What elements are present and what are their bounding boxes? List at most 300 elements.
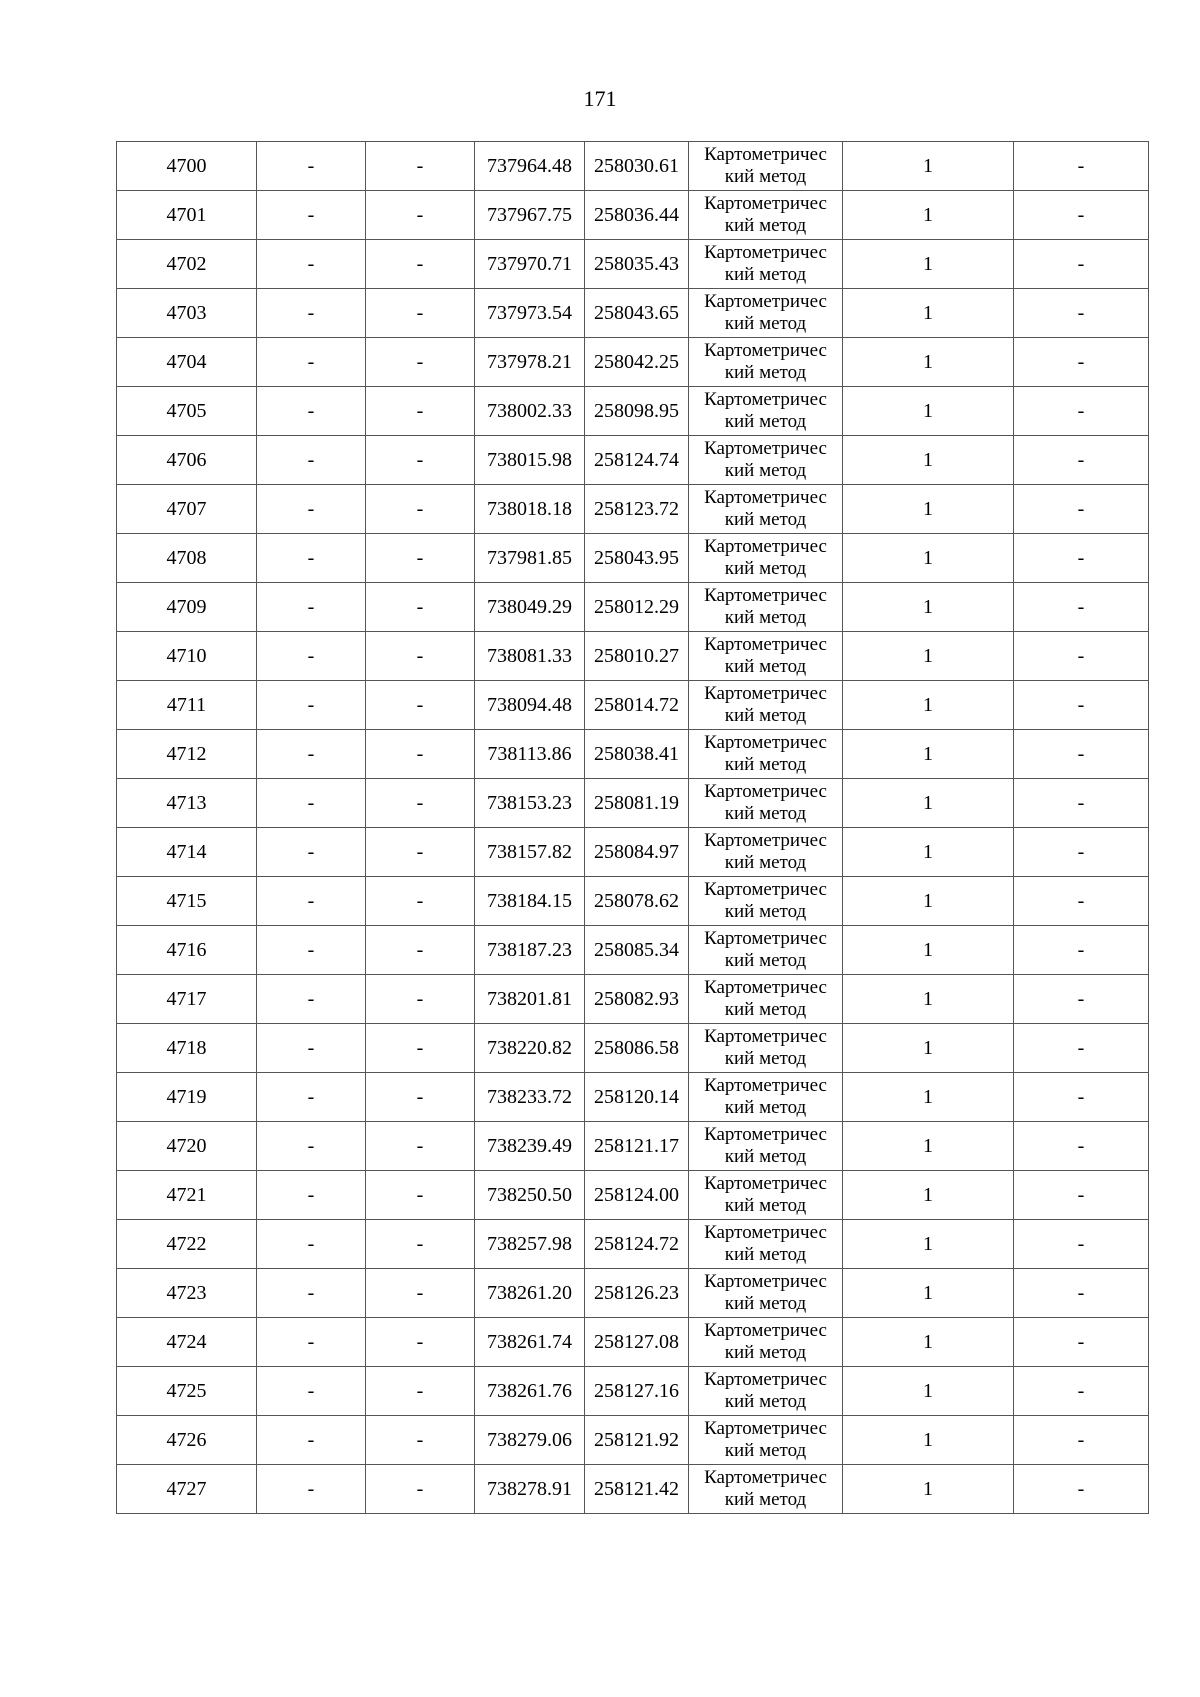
accuracy-cell: 1 — [843, 1122, 1014, 1171]
accuracy-cell: 1 — [843, 191, 1014, 240]
y-coordinate-cell: 258035.43 — [585, 240, 689, 289]
empty-dash-cell: - — [257, 828, 366, 877]
point-number-cell: 4716 — [117, 926, 257, 975]
accuracy-cell: 1 — [843, 583, 1014, 632]
method-text-line: кий метод — [724, 607, 807, 628]
y-coordinate-cell: 258038.41 — [585, 730, 689, 779]
accuracy-cell: 1 — [843, 338, 1014, 387]
point-number-cell: 4724 — [117, 1318, 257, 1367]
point-number-cell: 4709 — [117, 583, 257, 632]
method-text-line: Картометричес — [704, 1418, 827, 1439]
accuracy-cell: 1 — [843, 142, 1014, 191]
empty-dash-cell: - — [366, 289, 475, 338]
method-text-line: Картометричес — [704, 781, 827, 802]
empty-dash-cell: - — [1014, 191, 1149, 240]
table-row — [117, 1269, 1149, 1318]
point-number-cell: 4712 — [117, 730, 257, 779]
point-number-cell: 4708 — [117, 534, 257, 583]
point-number-cell: 4720 — [117, 1122, 257, 1171]
table-row — [117, 191, 1149, 240]
empty-dash-cell: - — [366, 681, 475, 730]
empty-dash-cell: - — [366, 1416, 475, 1465]
empty-dash-cell: - — [257, 534, 366, 583]
x-coordinate-cell: 737978.21 — [475, 338, 585, 387]
method-cell — [689, 1269, 843, 1318]
method-text-line: кий метод — [724, 264, 807, 285]
empty-dash-cell: - — [1014, 583, 1149, 632]
x-coordinate-cell: 738220.82 — [475, 1024, 585, 1073]
empty-dash-cell: - — [1014, 534, 1149, 583]
accuracy-cell: 1 — [843, 1024, 1014, 1073]
empty-dash-cell: - — [1014, 779, 1149, 828]
empty-dash-cell: - — [366, 926, 475, 975]
y-coordinate-cell: 258043.95 — [585, 534, 689, 583]
y-coordinate-cell: 258127.16 — [585, 1367, 689, 1416]
method-text-line: кий метод — [724, 215, 807, 236]
accuracy-cell: 1 — [843, 926, 1014, 975]
empty-dash-cell: - — [257, 289, 366, 338]
method-text-line: Картометричес — [704, 1026, 827, 1047]
empty-dash-cell: - — [257, 877, 366, 926]
x-coordinate-cell: 738002.33 — [475, 387, 585, 436]
empty-dash-cell: - — [257, 681, 366, 730]
point-number-cell: 4706 — [117, 436, 257, 485]
method-cell — [689, 485, 843, 534]
empty-dash-cell: - — [366, 338, 475, 387]
accuracy-cell: 1 — [843, 779, 1014, 828]
x-coordinate-cell: 738184.15 — [475, 877, 585, 926]
x-coordinate-cell: 738250.50 — [475, 1171, 585, 1220]
method-cell — [689, 1416, 843, 1465]
table-row — [117, 1465, 1149, 1514]
table-row — [117, 387, 1149, 436]
accuracy-cell: 1 — [843, 289, 1014, 338]
method-cell — [689, 289, 843, 338]
y-coordinate-cell: 258126.23 — [585, 1269, 689, 1318]
method-cell — [689, 534, 843, 583]
method-cell — [689, 1220, 843, 1269]
method-text-line: кий метод — [724, 509, 807, 530]
x-coordinate-cell: 737967.75 — [475, 191, 585, 240]
method-text-line: кий метод — [724, 1391, 807, 1412]
empty-dash-cell: - — [366, 1122, 475, 1171]
method-cell — [689, 338, 843, 387]
empty-dash-cell: - — [366, 1465, 475, 1514]
point-number-cell: 4707 — [117, 485, 257, 534]
empty-dash-cell: - — [1014, 1220, 1149, 1269]
empty-dash-cell: - — [257, 338, 366, 387]
y-coordinate-cell: 258084.97 — [585, 828, 689, 877]
empty-dash-cell: - — [1014, 338, 1149, 387]
method-text-line: кий метод — [724, 1244, 807, 1265]
x-coordinate-cell: 738081.33 — [475, 632, 585, 681]
empty-dash-cell: - — [366, 534, 475, 583]
point-number-cell: 4704 — [117, 338, 257, 387]
method-cell — [689, 975, 843, 1024]
accuracy-cell: 1 — [843, 240, 1014, 289]
method-cell — [689, 191, 843, 240]
method-cell — [689, 240, 843, 289]
table-row — [117, 142, 1149, 191]
point-number-cell: 4710 — [117, 632, 257, 681]
coordinates-table — [116, 141, 1149, 1514]
empty-dash-cell: - — [257, 730, 366, 779]
method-text-line: кий метод — [724, 950, 807, 971]
accuracy-cell: 1 — [843, 387, 1014, 436]
empty-dash-cell: - — [366, 730, 475, 779]
empty-dash-cell: - — [257, 975, 366, 1024]
table-row — [117, 436, 1149, 485]
empty-dash-cell: - — [1014, 681, 1149, 730]
accuracy-cell: 1 — [843, 485, 1014, 534]
accuracy-cell: 1 — [843, 681, 1014, 730]
point-number-cell: 4703 — [117, 289, 257, 338]
table-row — [117, 877, 1149, 926]
method-text-line: Картометричес — [704, 193, 827, 214]
empty-dash-cell: - — [1014, 240, 1149, 289]
method-text-line: кий метод — [724, 1440, 807, 1461]
table-row — [117, 338, 1149, 387]
method-cell — [689, 387, 843, 436]
method-text-line: Картометричес — [704, 634, 827, 655]
y-coordinate-cell: 258121.17 — [585, 1122, 689, 1171]
empty-dash-cell: - — [1014, 1171, 1149, 1220]
method-text-line: кий метод — [724, 656, 807, 677]
method-text-line: кий метод — [724, 901, 807, 922]
point-number-cell: 4727 — [117, 1465, 257, 1514]
empty-dash-cell: - — [1014, 1318, 1149, 1367]
method-cell — [689, 583, 843, 632]
empty-dash-cell: - — [366, 1073, 475, 1122]
x-coordinate-cell: 737964.48 — [475, 142, 585, 191]
table-row — [117, 1171, 1149, 1220]
empty-dash-cell: - — [1014, 387, 1149, 436]
method-cell — [689, 1122, 843, 1171]
empty-dash-cell: - — [257, 387, 366, 436]
empty-dash-cell: - — [366, 975, 475, 1024]
method-text-line: кий метод — [724, 460, 807, 481]
y-coordinate-cell: 258121.92 — [585, 1416, 689, 1465]
point-number-cell: 4717 — [117, 975, 257, 1024]
method-text-line: Картометричес — [704, 1320, 827, 1341]
point-number-cell: 4723 — [117, 1269, 257, 1318]
x-coordinate-cell: 738153.23 — [475, 779, 585, 828]
x-coordinate-cell: 737981.85 — [475, 534, 585, 583]
table-row — [117, 1367, 1149, 1416]
method-text-line: Картометричес — [704, 536, 827, 557]
y-coordinate-cell: 258042.25 — [585, 338, 689, 387]
empty-dash-cell: - — [366, 1024, 475, 1073]
accuracy-cell: 1 — [843, 1220, 1014, 1269]
method-text-line: кий метод — [724, 852, 807, 873]
empty-dash-cell: - — [366, 1318, 475, 1367]
method-text-line: кий метод — [724, 1048, 807, 1069]
empty-dash-cell: - — [1014, 1073, 1149, 1122]
method-text-line: кий метод — [724, 362, 807, 383]
empty-dash-cell: - — [257, 632, 366, 681]
empty-dash-cell: - — [1014, 828, 1149, 877]
method-text-line: кий метод — [724, 166, 807, 187]
accuracy-cell: 1 — [843, 975, 1014, 1024]
method-cell — [689, 632, 843, 681]
y-coordinate-cell: 258030.61 — [585, 142, 689, 191]
table-row — [117, 975, 1149, 1024]
point-number-cell: 4705 — [117, 387, 257, 436]
method-text-line: Картометричес — [704, 1124, 827, 1145]
accuracy-cell: 1 — [843, 1073, 1014, 1122]
method-text-line: Картометричес — [704, 928, 827, 949]
method-text-line: кий метод — [724, 705, 807, 726]
method-text-line: Картометричес — [704, 732, 827, 753]
method-text-line: Картометричес — [704, 438, 827, 459]
y-coordinate-cell: 258043.65 — [585, 289, 689, 338]
table-row — [117, 779, 1149, 828]
method-text-line: кий метод — [724, 558, 807, 579]
method-text-line: Картометричес — [704, 291, 827, 312]
table-row — [117, 926, 1149, 975]
x-coordinate-cell: 738094.48 — [475, 681, 585, 730]
y-coordinate-cell: 258124.74 — [585, 436, 689, 485]
point-number-cell: 4701 — [117, 191, 257, 240]
method-text-line: кий метод — [724, 411, 807, 432]
method-cell — [689, 1367, 843, 1416]
accuracy-cell: 1 — [843, 1269, 1014, 1318]
method-text-line: кий метод — [724, 803, 807, 824]
accuracy-cell: 1 — [843, 534, 1014, 583]
accuracy-cell: 1 — [843, 877, 1014, 926]
empty-dash-cell: - — [366, 387, 475, 436]
y-coordinate-cell: 258123.72 — [585, 485, 689, 534]
method-text-line: Картометричес — [704, 242, 827, 263]
table-row — [117, 1318, 1149, 1367]
empty-dash-cell: - — [366, 240, 475, 289]
accuracy-cell: 1 — [843, 828, 1014, 877]
y-coordinate-cell: 258124.00 — [585, 1171, 689, 1220]
x-coordinate-cell: 738257.98 — [475, 1220, 585, 1269]
y-coordinate-cell: 258127.08 — [585, 1318, 689, 1367]
point-number-cell: 4702 — [117, 240, 257, 289]
empty-dash-cell: - — [257, 485, 366, 534]
y-coordinate-cell: 258121.42 — [585, 1465, 689, 1514]
y-coordinate-cell: 258120.14 — [585, 1073, 689, 1122]
method-cell — [689, 779, 843, 828]
empty-dash-cell: - — [1014, 436, 1149, 485]
table-row — [117, 828, 1149, 877]
empty-dash-cell: - — [366, 191, 475, 240]
table-row — [117, 289, 1149, 338]
y-coordinate-cell: 258085.34 — [585, 926, 689, 975]
method-text-line: Картометричес — [704, 1369, 827, 1390]
y-coordinate-cell: 258098.95 — [585, 387, 689, 436]
y-coordinate-cell: 258086.58 — [585, 1024, 689, 1073]
empty-dash-cell: - — [1014, 975, 1149, 1024]
y-coordinate-cell: 258082.93 — [585, 975, 689, 1024]
empty-dash-cell: - — [366, 436, 475, 485]
x-coordinate-cell: 738157.82 — [475, 828, 585, 877]
table-row — [117, 534, 1149, 583]
empty-dash-cell: - — [257, 583, 366, 632]
point-number-cell: 4718 — [117, 1024, 257, 1073]
y-coordinate-cell: 258081.19 — [585, 779, 689, 828]
point-number-cell: 4726 — [117, 1416, 257, 1465]
table-row — [117, 1416, 1149, 1465]
point-number-cell: 4722 — [117, 1220, 257, 1269]
empty-dash-cell: - — [366, 1367, 475, 1416]
empty-dash-cell: - — [366, 877, 475, 926]
empty-dash-cell: - — [1014, 1269, 1149, 1318]
method-cell — [689, 926, 843, 975]
method-text-line: Картометричес — [704, 830, 827, 851]
x-coordinate-cell: 738278.91 — [475, 1465, 585, 1514]
table-row — [117, 730, 1149, 779]
method-text-line: Картометричес — [704, 879, 827, 900]
empty-dash-cell: - — [366, 779, 475, 828]
method-cell — [689, 877, 843, 926]
point-number-cell: 4711 — [117, 681, 257, 730]
method-text-line: кий метод — [724, 313, 807, 334]
accuracy-cell: 1 — [843, 1367, 1014, 1416]
table-row — [117, 1024, 1149, 1073]
empty-dash-cell: - — [257, 142, 366, 191]
method-text-line: Картометричес — [704, 977, 827, 998]
method-text-line: Картометричес — [704, 340, 827, 361]
method-text-line: Картометричес — [704, 1222, 827, 1243]
method-cell — [689, 1073, 843, 1122]
empty-dash-cell: - — [366, 485, 475, 534]
empty-dash-cell: - — [257, 1465, 366, 1514]
empty-dash-cell: - — [257, 1367, 366, 1416]
y-coordinate-cell: 258036.44 — [585, 191, 689, 240]
empty-dash-cell: - — [257, 779, 366, 828]
empty-dash-cell: - — [257, 1073, 366, 1122]
method-text-line: кий метод — [724, 1146, 807, 1167]
page-number: 171 — [583, 86, 617, 111]
x-coordinate-cell: 738015.98 — [475, 436, 585, 485]
empty-dash-cell: - — [257, 1122, 366, 1171]
point-number-cell: 4713 — [117, 779, 257, 828]
point-number-cell: 4700 — [117, 142, 257, 191]
y-coordinate-cell: 258014.72 — [585, 681, 689, 730]
accuracy-cell: 1 — [843, 1416, 1014, 1465]
empty-dash-cell: - — [1014, 1465, 1149, 1514]
accuracy-cell: 1 — [843, 436, 1014, 485]
table-row — [117, 632, 1149, 681]
method-text-line: Картометричес — [704, 1467, 827, 1488]
x-coordinate-cell: 738233.72 — [475, 1073, 585, 1122]
method-text-line: Картометричес — [704, 683, 827, 704]
x-coordinate-cell: 738261.76 — [475, 1367, 585, 1416]
table-row — [117, 1122, 1149, 1171]
method-cell — [689, 142, 843, 191]
x-coordinate-cell: 738261.20 — [475, 1269, 585, 1318]
empty-dash-cell: - — [366, 1269, 475, 1318]
table-row — [117, 240, 1149, 289]
method-text-line: кий метод — [724, 999, 807, 1020]
table-row — [117, 1073, 1149, 1122]
y-coordinate-cell: 258124.72 — [585, 1220, 689, 1269]
empty-dash-cell: - — [257, 1171, 366, 1220]
method-text-line: кий метод — [724, 1342, 807, 1363]
method-cell — [689, 1318, 843, 1367]
empty-dash-cell: - — [366, 583, 475, 632]
x-coordinate-cell: 738113.86 — [475, 730, 585, 779]
accuracy-cell: 1 — [843, 1465, 1014, 1514]
method-cell — [689, 1171, 843, 1220]
empty-dash-cell: - — [1014, 1367, 1149, 1416]
y-coordinate-cell: 258010.27 — [585, 632, 689, 681]
empty-dash-cell: - — [257, 926, 366, 975]
table-row — [117, 1220, 1149, 1269]
table-body — [117, 142, 1149, 1514]
empty-dash-cell: - — [1014, 877, 1149, 926]
method-cell — [689, 828, 843, 877]
empty-dash-cell: - — [1014, 142, 1149, 191]
empty-dash-cell: - — [1014, 1024, 1149, 1073]
x-coordinate-cell: 738239.49 — [475, 1122, 585, 1171]
point-number-cell: 4719 — [117, 1073, 257, 1122]
method-cell — [689, 681, 843, 730]
y-coordinate-cell: 258012.29 — [585, 583, 689, 632]
empty-dash-cell: - — [257, 240, 366, 289]
empty-dash-cell: - — [257, 1220, 366, 1269]
method-cell — [689, 436, 843, 485]
method-text-line: кий метод — [724, 754, 807, 775]
accuracy-cell: 1 — [843, 1318, 1014, 1367]
accuracy-cell: 1 — [843, 632, 1014, 681]
empty-dash-cell: - — [366, 142, 475, 191]
accuracy-cell: 1 — [843, 730, 1014, 779]
method-text-line: Картометричес — [704, 1173, 827, 1194]
x-coordinate-cell: 738279.06 — [475, 1416, 585, 1465]
empty-dash-cell: - — [1014, 289, 1149, 338]
x-coordinate-cell: 737973.54 — [475, 289, 585, 338]
table-row — [117, 681, 1149, 730]
empty-dash-cell: - — [1014, 632, 1149, 681]
point-number-cell: 4721 — [117, 1171, 257, 1220]
method-text-line: Картометричес — [704, 1075, 827, 1096]
x-coordinate-cell: 738049.29 — [475, 583, 585, 632]
point-number-cell: 4715 — [117, 877, 257, 926]
empty-dash-cell: - — [1014, 485, 1149, 534]
empty-dash-cell: - — [257, 436, 366, 485]
method-text-line: кий метод — [724, 1097, 807, 1118]
empty-dash-cell: - — [257, 191, 366, 240]
x-coordinate-cell: 737970.71 — [475, 240, 585, 289]
x-coordinate-cell: 738201.81 — [475, 975, 585, 1024]
x-coordinate-cell: 738261.74 — [475, 1318, 585, 1367]
table-row — [117, 485, 1149, 534]
method-cell — [689, 1024, 843, 1073]
empty-dash-cell: - — [1014, 1122, 1149, 1171]
empty-dash-cell: - — [366, 828, 475, 877]
empty-dash-cell: - — [257, 1269, 366, 1318]
accuracy-cell: 1 — [843, 1171, 1014, 1220]
method-text-line: Картометричес — [704, 389, 827, 410]
method-cell — [689, 730, 843, 779]
y-coordinate-cell: 258078.62 — [585, 877, 689, 926]
x-coordinate-cell: 738187.23 — [475, 926, 585, 975]
empty-dash-cell: - — [257, 1416, 366, 1465]
empty-dash-cell: - — [257, 1024, 366, 1073]
method-text-line: Картометричес — [704, 487, 827, 508]
method-text-line: кий метод — [724, 1195, 807, 1216]
empty-dash-cell: - — [1014, 1416, 1149, 1465]
point-number-cell: 4714 — [117, 828, 257, 877]
empty-dash-cell: - — [257, 1318, 366, 1367]
x-coordinate-cell: 738018.18 — [475, 485, 585, 534]
method-text-line: кий метод — [724, 1293, 807, 1314]
method-cell — [689, 1465, 843, 1514]
